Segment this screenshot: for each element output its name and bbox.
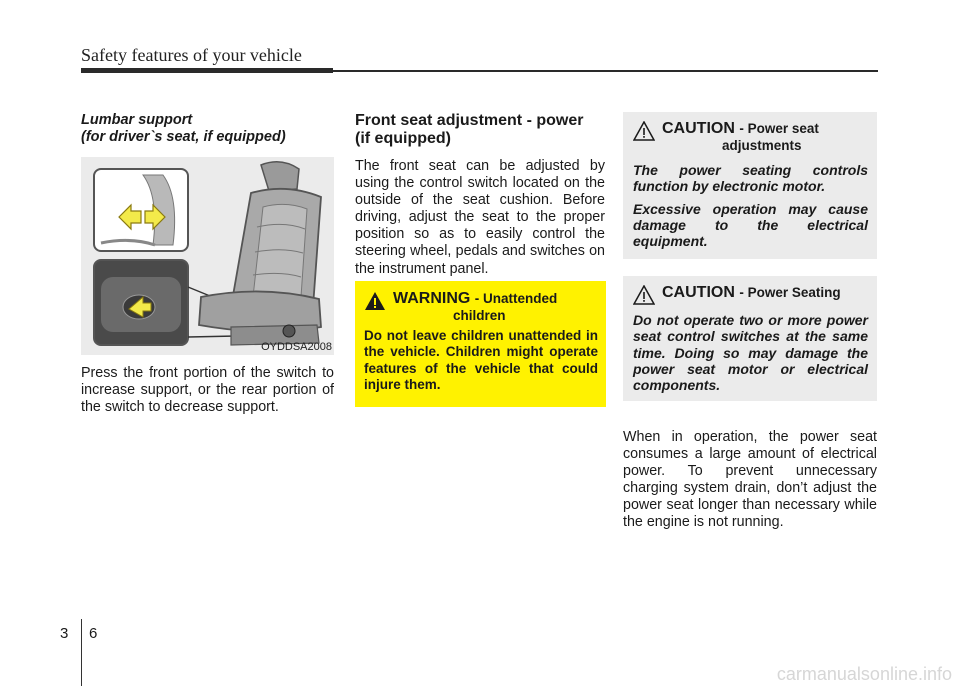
warning-sub2: children [453, 308, 506, 323]
warning-label: WARNING [393, 290, 471, 307]
caution-sub: - Power Seating [739, 285, 841, 300]
header-rule-thick [81, 68, 333, 73]
caution-sub2: adjustments [722, 138, 802, 153]
caution-triangle-icon [633, 121, 655, 141]
lumbar-subtitle: (for driver`s seat, if equipped) [81, 129, 286, 145]
front-seat-section [355, 112, 605, 278]
caution-label: CAUTION [662, 120, 735, 137]
seat-drawing [81, 157, 334, 355]
running-header: Safety features of your vehicle [81, 45, 302, 65]
caution-box-seating [623, 276, 877, 401]
caution-triangle-icon [633, 285, 655, 305]
lumbar-title: Lumbar support [81, 112, 193, 128]
footer-divider [81, 619, 82, 686]
front-seat-title [355, 112, 605, 148]
caution-sub: - Power seat [739, 121, 819, 136]
caution-para-2: Excessive operation may cause damage to the electrical equipment. [633, 200, 868, 250]
watermark: carmanualsonline.info [776, 664, 952, 684]
front-seat-title-line1: Front seat adjustment - power [355, 112, 584, 129]
power-seat-icon [199, 162, 321, 345]
page-number: 6 [89, 625, 98, 642]
header-rule-thin [333, 70, 878, 72]
front-seat-text: The front seat can be adjusted by using the control switch located on the outside of the seat cushion. Before driving, adjust the seat to the proper position so as to easily control the steering wheel, pedals and switches on the instrument panel. [355, 158, 605, 277]
chapter-number: 3 [60, 625, 69, 642]
lumbar-heading [81, 112, 334, 146]
caution-seating-text: Do not operate two or more power seat control switches at the same time. Doing so may damage the power seat motor or electrical components. [633, 312, 868, 394]
warning-triangle-icon [364, 291, 386, 311]
warning-sub: - Unattended [474, 291, 558, 306]
lumbar-text: Press the front portion of the switch to increase support, or the rear portion of the switch to decrease support. [81, 365, 334, 416]
seat-illustration [81, 157, 334, 355]
caution-box-adjustments [623, 112, 877, 259]
warning-header [364, 290, 598, 326]
front-seat-title-line2: (if equipped) [355, 130, 451, 147]
warning-box [355, 281, 606, 407]
caution-label: CAUTION [662, 284, 735, 301]
caution-header-adjustments [633, 120, 868, 156]
warning-text: Do not leave children unattended in the vehicle. Children might operate features of the vehicle that could injure them. [364, 328, 598, 393]
figure-code: OYDDSA2008 [261, 341, 332, 353]
caution-para-1: The power seating controls function by electronic motor. [633, 162, 868, 195]
power-consumption-text: When in operation, the power seat consumes a large amount of electrical power. To prevent unnecessary charging system drain, don’t adjust the power seat longer than necessary while the engine is not running. [623, 429, 877, 531]
caution-header-seating [633, 284, 868, 306]
